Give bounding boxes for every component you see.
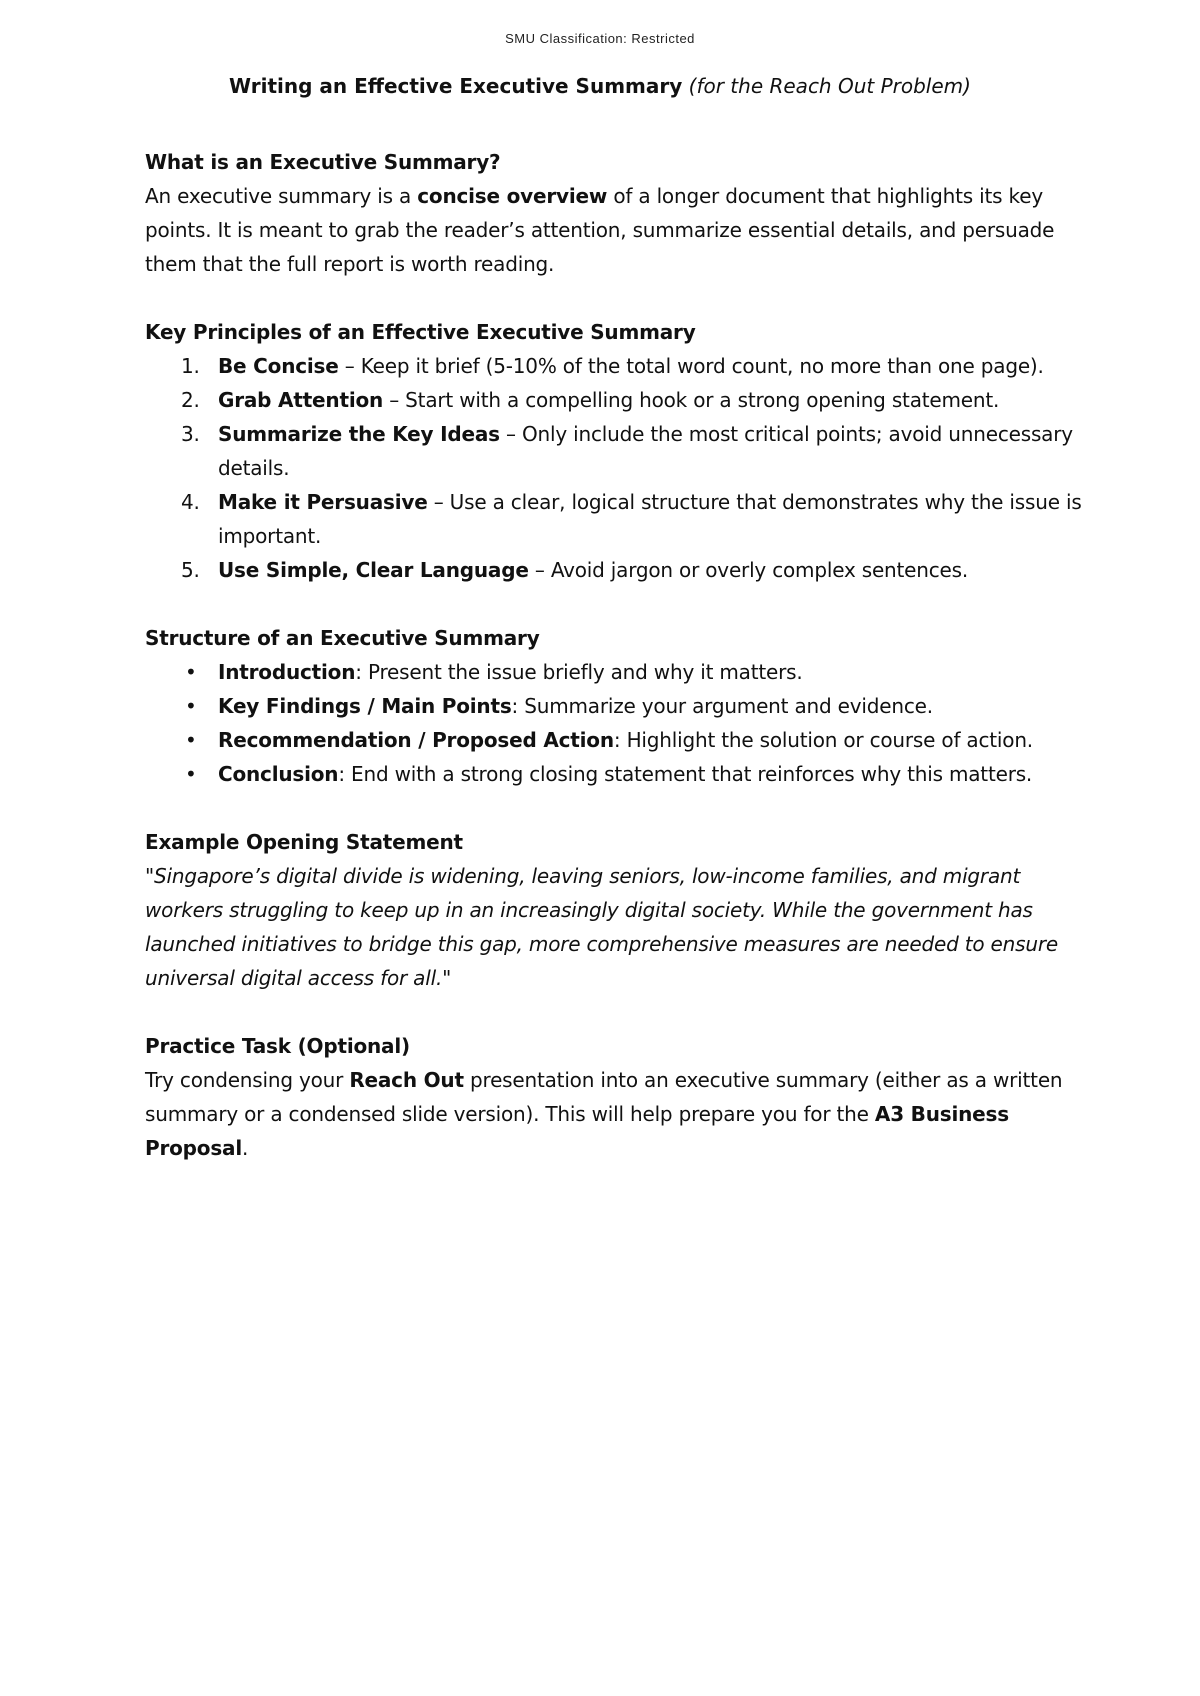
bullet-icon: •	[185, 660, 197, 684]
principle-text: – Keep it brief (5-10% of the total word count, no more than one page).	[338, 354, 1044, 378]
section-what-is	[145, 145, 1085, 281]
structure-list	[145, 655, 1085, 791]
principle-title: Grab Attention	[218, 388, 384, 412]
what-is-text-end: of a longer document that highlights its key points. It is meant to grab the reader’s attention, summarize essential details, and persuade them that the full report is worth reading.	[145, 184, 1055, 276]
classification-label: SMU Classification: Restricted	[505, 31, 695, 46]
structure-item	[145, 723, 1085, 757]
example-quote-text: "Singapore’s digital divide is widening, leaving seniors, low-income families, and migrant workers struggling to keep up in an increasingly digital society. While the government has launched initiatives to bridge this gap, more comprehensive measures are needed to ensure universal digital access for all.	[145, 864, 1058, 990]
structure-item-text: : Present the issue briefly and why it matters.	[355, 660, 803, 684]
principle-title: Summarize the Key Ideas	[218, 422, 500, 446]
practice-paragraph	[145, 1063, 1085, 1165]
bullet-icon: •	[185, 694, 197, 718]
section-heading-example: Example Opening Statement	[145, 830, 463, 854]
what-is-paragraph	[145, 179, 1085, 281]
principle-number: 1.	[181, 354, 200, 378]
bullet-icon: •	[185, 728, 197, 752]
principle-title: Use Simple, Clear Language	[218, 558, 529, 582]
practice-bold-1: Reach Out	[349, 1068, 464, 1092]
structure-item	[145, 757, 1085, 791]
section-key-principles	[145, 315, 1085, 587]
structure-item-text: : Highlight the solution or course of action.	[613, 728, 1033, 752]
principle-number: 5.	[181, 558, 200, 582]
practice-text-3: .	[241, 1136, 249, 1160]
structure-item-title: Conclusion	[218, 762, 339, 786]
principle-item	[145, 553, 1085, 587]
section-practice	[145, 1029, 1085, 1165]
bullet-icon: •	[185, 762, 197, 786]
principle-item	[145, 485, 1085, 553]
structure-item-title: Key Findings / Main Points	[218, 694, 512, 718]
section-heading-structure: Structure of an Executive Summary	[145, 626, 540, 650]
structure-item-title: Recommendation / Proposed Action	[218, 728, 614, 752]
section-heading-practice: Practice Task (Optional)	[145, 1034, 410, 1058]
principle-title: Make it Persuasive	[218, 490, 428, 514]
example-quote-close: "	[442, 966, 452, 990]
principle-number: 3.	[181, 422, 200, 446]
structure-item-text: : End with a strong closing statement that reinforces why this matters.	[338, 762, 1033, 786]
practice-text-2: presentation into an executive summary (either as a written summary or a condensed slide version). This will help prepare you for the	[145, 1068, 1063, 1126]
principle-text: – Use a clear, logical structure that demonstrates why the issue is important.	[218, 490, 1082, 548]
section-example	[145, 825, 1085, 995]
principle-number: 2.	[181, 388, 200, 412]
principle-item	[145, 417, 1085, 485]
what-is-text-bold: concise overview	[417, 184, 608, 208]
what-is-text-start: An executive summary is a	[145, 184, 418, 208]
principle-item	[145, 349, 1085, 383]
section-heading-what-is: What is an Executive Summary?	[145, 150, 501, 174]
structure-item-text: : Summarize your argument and evidence.	[511, 694, 933, 718]
practice-text-1: Try condensing your	[145, 1068, 350, 1092]
structure-item-title: Introduction	[218, 660, 356, 684]
document-title-subtitle: (for the Reach Out Problem)	[688, 74, 971, 98]
principle-item	[145, 383, 1085, 417]
principles-list	[145, 349, 1085, 587]
section-heading-key-principles: Key Principles of an Effective Executive Summary	[145, 320, 696, 344]
principle-title: Be Concise	[218, 354, 339, 378]
structure-item	[145, 655, 1085, 689]
document-title-main: Writing an Effective Executive Summary	[229, 74, 683, 98]
principle-number: 4.	[181, 490, 200, 514]
document-body	[145, 145, 1085, 1199]
principle-text: – Start with a compelling hook or a strong opening statement.	[383, 388, 1000, 412]
structure-item	[145, 689, 1085, 723]
principle-text: – Avoid jargon or overly complex sentences.	[528, 558, 969, 582]
section-structure	[145, 621, 1085, 791]
document-title	[0, 72, 1200, 100]
example-quote	[145, 859, 1085, 995]
practice-bold-2: A3 Business Proposal	[145, 1102, 1009, 1160]
principle-text: – Only include the most critical points; avoid unnecessary details.	[218, 422, 1073, 480]
